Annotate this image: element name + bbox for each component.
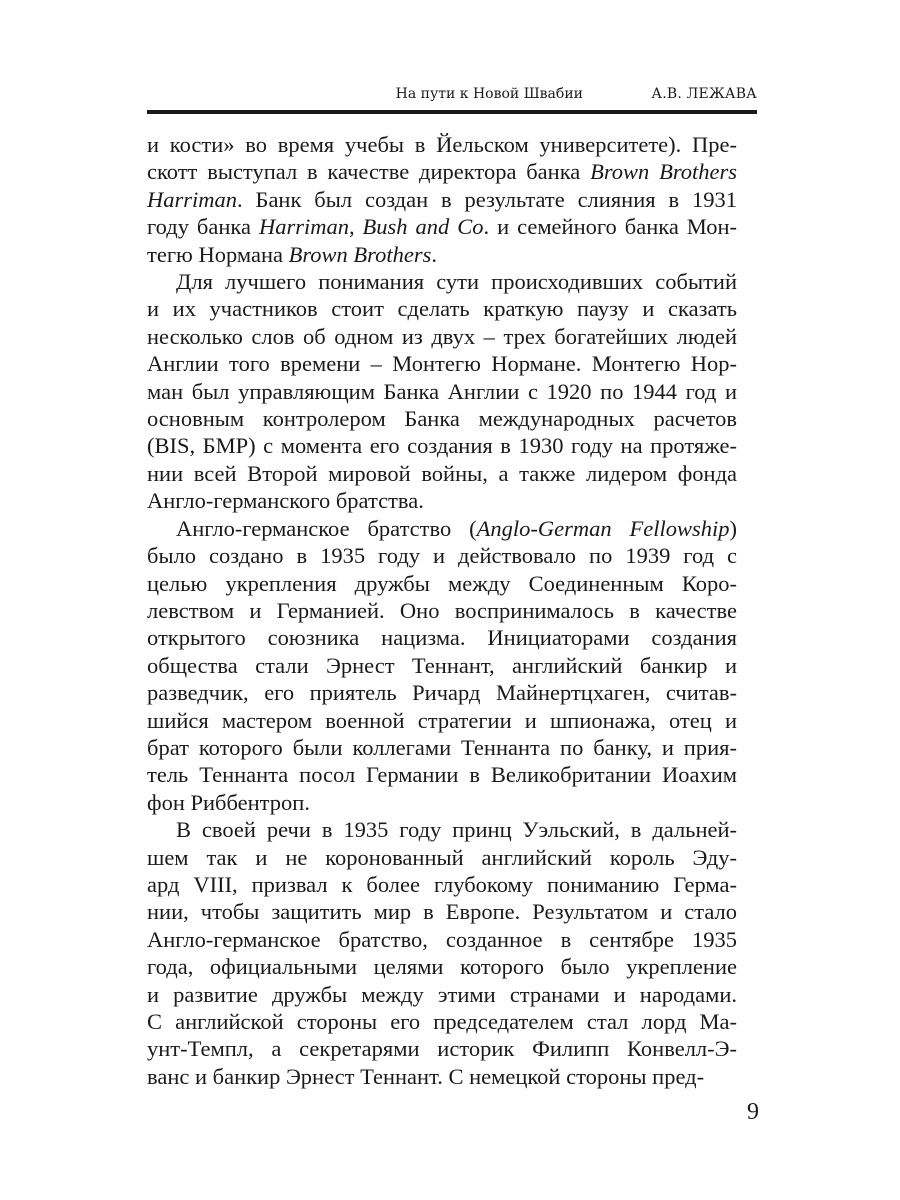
text-line <box>147 542 737 569</box>
body-text <box>147 131 737 1090</box>
text-run: ванс и банкир Эрнест Теннант. С немецкой стороны пред- <box>147 1063 705 1089</box>
text-run: тель Теннанта посол Германии в Великобритании Иоахим <box>147 762 737 788</box>
running-header <box>147 86 757 106</box>
text-run: брат которого были коллегами Теннанта по банку, и прия- <box>147 734 737 760</box>
paragraph <box>147 268 737 515</box>
text-line <box>147 789 737 816</box>
text-line <box>147 158 737 185</box>
text-run: Англо-германское братство, созданное в сентябре 1935 <box>147 926 737 952</box>
text-run: открытого союзника нацизма. Инициаторами создания <box>147 625 737 651</box>
text-line <box>147 432 737 459</box>
text-run: было создано в 1935 году и действовало по 1939 год с <box>147 543 737 569</box>
text-line <box>147 707 737 734</box>
text-line <box>147 186 737 213</box>
text-run: несколько слов об одном из двух – трех богатейших людей <box>147 323 737 349</box>
italic-text: Harriman, Bush and Co <box>258 214 484 240</box>
text-line <box>147 405 737 432</box>
text-line <box>147 378 737 405</box>
text-run: и кости» во время учебы в Йельском университете). Пре- <box>147 132 737 157</box>
text-line <box>147 131 737 158</box>
text-run: левством и Германией. Оно воспринималось в качестве <box>147 597 737 623</box>
text-run: . и семейного банка Мон- <box>483 214 737 240</box>
text-line <box>147 1063 737 1090</box>
text-line <box>147 487 737 514</box>
text-run: Англо-германского братства. <box>147 488 424 514</box>
paragraph <box>147 131 737 268</box>
text-run: С английской стороны его председателем стал лорд Ма- <box>147 1009 737 1034</box>
text-line <box>147 460 737 487</box>
text-run: ард VIII, призвал к более глубокому пониманию Герма- <box>147 871 737 897</box>
text-line <box>147 268 737 295</box>
text-run: ) <box>729 515 737 541</box>
text-run: . Банк был создан в результате слияния в 1931 <box>237 186 737 212</box>
italic-text: Brown Brothers <box>288 241 432 267</box>
header-rule <box>147 110 757 114</box>
text-run: нии, чтобы защитить мир в Европе. Результатом и стало <box>147 899 737 925</box>
page-number: 9 <box>747 1099 759 1125</box>
text-line <box>147 1008 737 1035</box>
text-line <box>147 295 737 322</box>
text-run: унт-Темпл, а секретарями историк Филипп Конвелл-Э- <box>147 1036 737 1062</box>
text-run: шем так и не коронованный английский король Эду- <box>147 844 737 870</box>
italic-text: Harriman <box>147 186 238 212</box>
text-line <box>147 816 737 843</box>
text-line <box>147 981 737 1008</box>
text-line <box>147 515 737 542</box>
text-line <box>147 953 737 980</box>
text-line <box>147 323 737 350</box>
text-line <box>147 652 737 679</box>
text-run: нии всей Второй мировой войны, а также лидером фонда <box>147 460 737 486</box>
running-title: На пути к Новой Швабии <box>395 86 583 102</box>
text-line <box>147 679 737 706</box>
text-line <box>147 624 737 651</box>
text-run: скотт выступал в качестве директора банка <box>147 159 591 185</box>
text-line <box>147 213 737 240</box>
text-run: тегю Нормана <box>147 241 289 267</box>
text-line <box>147 1035 737 1062</box>
italic-text: Brown Brothers <box>590 159 737 185</box>
text-run: году банка <box>147 214 259 240</box>
text-run: В своей речи в 1935 году принц Уэльский, в дальней- <box>176 817 737 843</box>
text-run: . <box>431 241 437 267</box>
text-run: шийся мастером военной стратегии и шпионажа, отец и <box>147 707 737 733</box>
text-run: общества стали Эрнест Теннант, английский банкир и <box>147 652 737 678</box>
running-author: А.В. ЛЕЖАВА <box>651 86 757 102</box>
text-line <box>147 898 737 925</box>
text-run: (BIS, БМР) с момента его создания в 1930 году на протяже- <box>147 433 737 459</box>
text-run: Англо-германское братство ( <box>176 515 477 541</box>
text-line <box>147 350 737 377</box>
text-line <box>147 734 737 761</box>
text-line <box>147 570 737 597</box>
text-run: Для лучшего понимания сути происходивших событий <box>176 269 737 295</box>
text-line <box>147 761 737 788</box>
text-run: года, официальными целями которого было укрепление <box>147 954 737 980</box>
text-run: разведчик, его приятель Ричард Майнертцхаген, считав- <box>147 680 737 706</box>
text-run: целью укрепления дружбы между Соединенным Коро- <box>147 570 737 596</box>
italic-text: Anglo-German Fellowship <box>476 515 730 541</box>
paragraph <box>147 816 737 1090</box>
paragraph <box>147 515 737 816</box>
text-line <box>147 926 737 953</box>
text-run: фон Риббентроп. <box>147 789 310 815</box>
text-line <box>147 241 737 268</box>
text-line <box>147 844 737 871</box>
text-line <box>147 597 737 624</box>
text-run: Англии того времени – Монтегю Нормане. Монтегю Нор- <box>147 351 737 377</box>
text-run: ман был управляющим Банка Англии с 1920 по 1944 год и <box>147 378 737 404</box>
text-run: и развитие дружбы между этими странами и народами. <box>147 981 737 1007</box>
text-run: и их участников стоит сделать краткую паузу и сказать <box>147 296 737 322</box>
text-run: основным контролером Банка международных расчетов <box>147 406 737 432</box>
text-line <box>147 871 737 898</box>
